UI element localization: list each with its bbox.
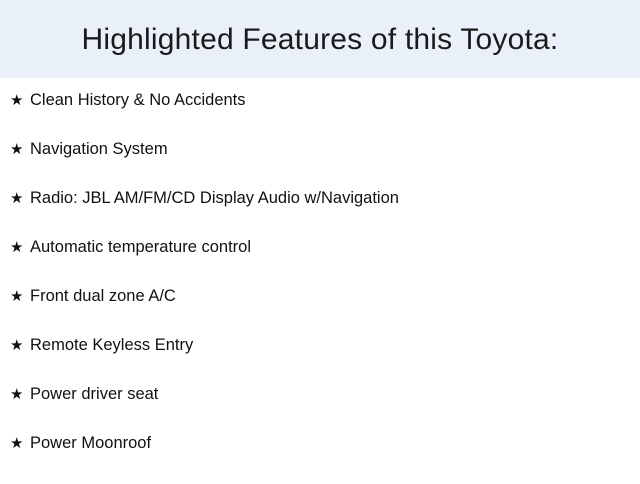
feature-label: Power driver seat [30, 385, 159, 403]
star-icon: ★ [10, 337, 24, 354]
list-item [0, 386, 640, 435]
star-icon: ★ [10, 141, 24, 158]
feature-label: Remote Keyless Entry [30, 336, 194, 354]
feature-label: Radio: JBL AM/FM/CD Display Audio w/Navigation [30, 189, 399, 207]
star-icon: ★ [10, 239, 24, 256]
feature-label: Clean History & No Accidents [30, 91, 246, 109]
list-item [0, 239, 640, 288]
star-icon: ★ [10, 92, 24, 109]
star-icon: ★ [10, 288, 24, 305]
list-item [0, 288, 640, 337]
star-icon: ★ [10, 435, 24, 452]
feature-label: Power Moonroof [30, 434, 152, 452]
star-icon: ★ [10, 190, 24, 207]
list-item [0, 190, 640, 239]
list-item [0, 337, 640, 386]
feature-label: Front dual zone A/C [30, 287, 176, 305]
feature-label: Automatic temperature control [30, 238, 252, 256]
star-icon: ★ [10, 386, 24, 403]
list-item [0, 92, 640, 141]
list-item [0, 435, 640, 484]
features-list [0, 78, 640, 484]
page-header [0, 0, 640, 78]
page-title: Highlighted Features of this Toyota: [81, 22, 559, 56]
feature-label: Navigation System [30, 140, 168, 158]
list-item [0, 141, 640, 190]
